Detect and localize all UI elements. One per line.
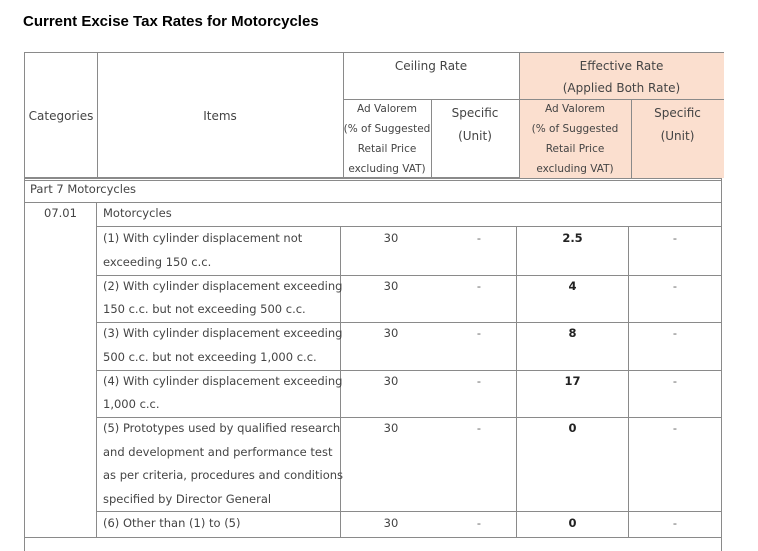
table-body: [24, 178, 722, 551]
row-item-line: (6) Other than (1) to (5): [103, 516, 241, 530]
ad-valorem-line: Ad Valorem: [545, 103, 605, 115]
row-item-line: (3) With cylinder displacement exceeding: [103, 326, 343, 340]
effective-ad-valorem-value: 0: [568, 516, 577, 530]
effective-ad-valorem-value: 8: [568, 326, 577, 340]
row-item-line: specified by Director General: [103, 492, 272, 506]
row-item-line: as per criteria, procedures and conditions: [103, 468, 344, 482]
ceiling-ad-valorem-value: 30: [383, 279, 399, 293]
ad-valorem-line: (% of Suggested: [531, 123, 619, 135]
header-ceiling-specific: [431, 100, 519, 178]
header-ceiling-rate: Ceiling Rate: [394, 59, 468, 73]
row-item-line: (5) Prototypes used by qualified research: [103, 421, 341, 435]
row-item-line: (2) With cylinder displacement exceeding: [103, 279, 343, 293]
specific-line: (Unit): [660, 129, 695, 143]
ceiling-ad-valorem-value: 30: [383, 374, 399, 388]
ceiling-ad-valorem-value: 30: [383, 516, 399, 530]
ad-valorem-line: (% of Suggested: [343, 123, 431, 135]
ceiling-ad-valorem-value: 30: [383, 231, 399, 245]
specific-line: Specific: [654, 106, 701, 120]
header-categories: Categories: [28, 108, 94, 123]
effective-specific-value: -: [672, 421, 678, 435]
row-item-line: (4) With cylinder displacement exceeding: [103, 374, 343, 388]
effective-ad-valorem-value: 4: [568, 279, 577, 293]
row-item-line: 150 c.c. but not exceeding 500 c.c.: [103, 302, 306, 316]
specific-line: (Unit): [458, 129, 492, 143]
ceiling-ad-valorem-value: 30: [383, 326, 399, 340]
effective-specific-value: -: [672, 516, 678, 530]
ad-valorem-line: Ad Valorem: [357, 103, 417, 115]
ceiling-specific-value: -: [476, 374, 482, 388]
effective-specific-value: -: [672, 279, 678, 293]
category-name: Motorcycles: [103, 206, 172, 220]
ceiling-specific-value: -: [476, 421, 482, 435]
effective-ad-valorem-value: 17: [564, 374, 581, 388]
header-effective-specific: [631, 100, 724, 178]
row-item-line: and development and performance test: [103, 445, 333, 459]
row-item-line: (1) With cylinder displacement not: [103, 231, 303, 245]
header-items: Items: [203, 108, 237, 123]
ceiling-specific-value: -: [476, 231, 482, 245]
ceiling-ad-valorem-value: 30: [383, 421, 399, 435]
ad-valorem-line: Retail Price: [357, 143, 417, 155]
effective-ad-valorem-value: 2.5: [562, 231, 583, 245]
ceiling-specific-value: -: [476, 516, 482, 530]
header-effective-ad-valorem: [519, 100, 631, 178]
header-effective-rate: Effective Rate: [579, 59, 664, 73]
category-code: 07.01: [44, 206, 77, 220]
page-title: Current Excise Tax Rates for Motorcycles: [23, 13, 319, 30]
ad-valorem-line: Retail Price: [545, 143, 605, 155]
header-ceiling-ad-valorem: [343, 100, 431, 178]
effective-ad-valorem-value: 0: [568, 421, 577, 435]
ad-valorem-line: excluding VAT): [536, 163, 614, 175]
effective-specific-value: -: [672, 231, 678, 245]
table-header: [24, 52, 724, 178]
effective-specific-value: -: [672, 374, 678, 388]
effective-specific-value: -: [672, 326, 678, 340]
specific-line: Specific: [451, 106, 499, 120]
row-item-line: 500 c.c. but not exceeding 1,000 c.c.: [103, 350, 317, 364]
row-item-line: exceeding 150 c.c.: [103, 255, 212, 269]
section-title: Part 7 Motorcycles: [30, 182, 137, 196]
row-item-line: 1,000 c.c.: [103, 397, 160, 411]
ceiling-specific-value: -: [476, 326, 482, 340]
ceiling-specific-value: -: [476, 279, 482, 293]
ad-valorem-line: excluding VAT): [348, 163, 426, 175]
header-effective-rate-note: (Applied Both Rate): [562, 81, 681, 95]
